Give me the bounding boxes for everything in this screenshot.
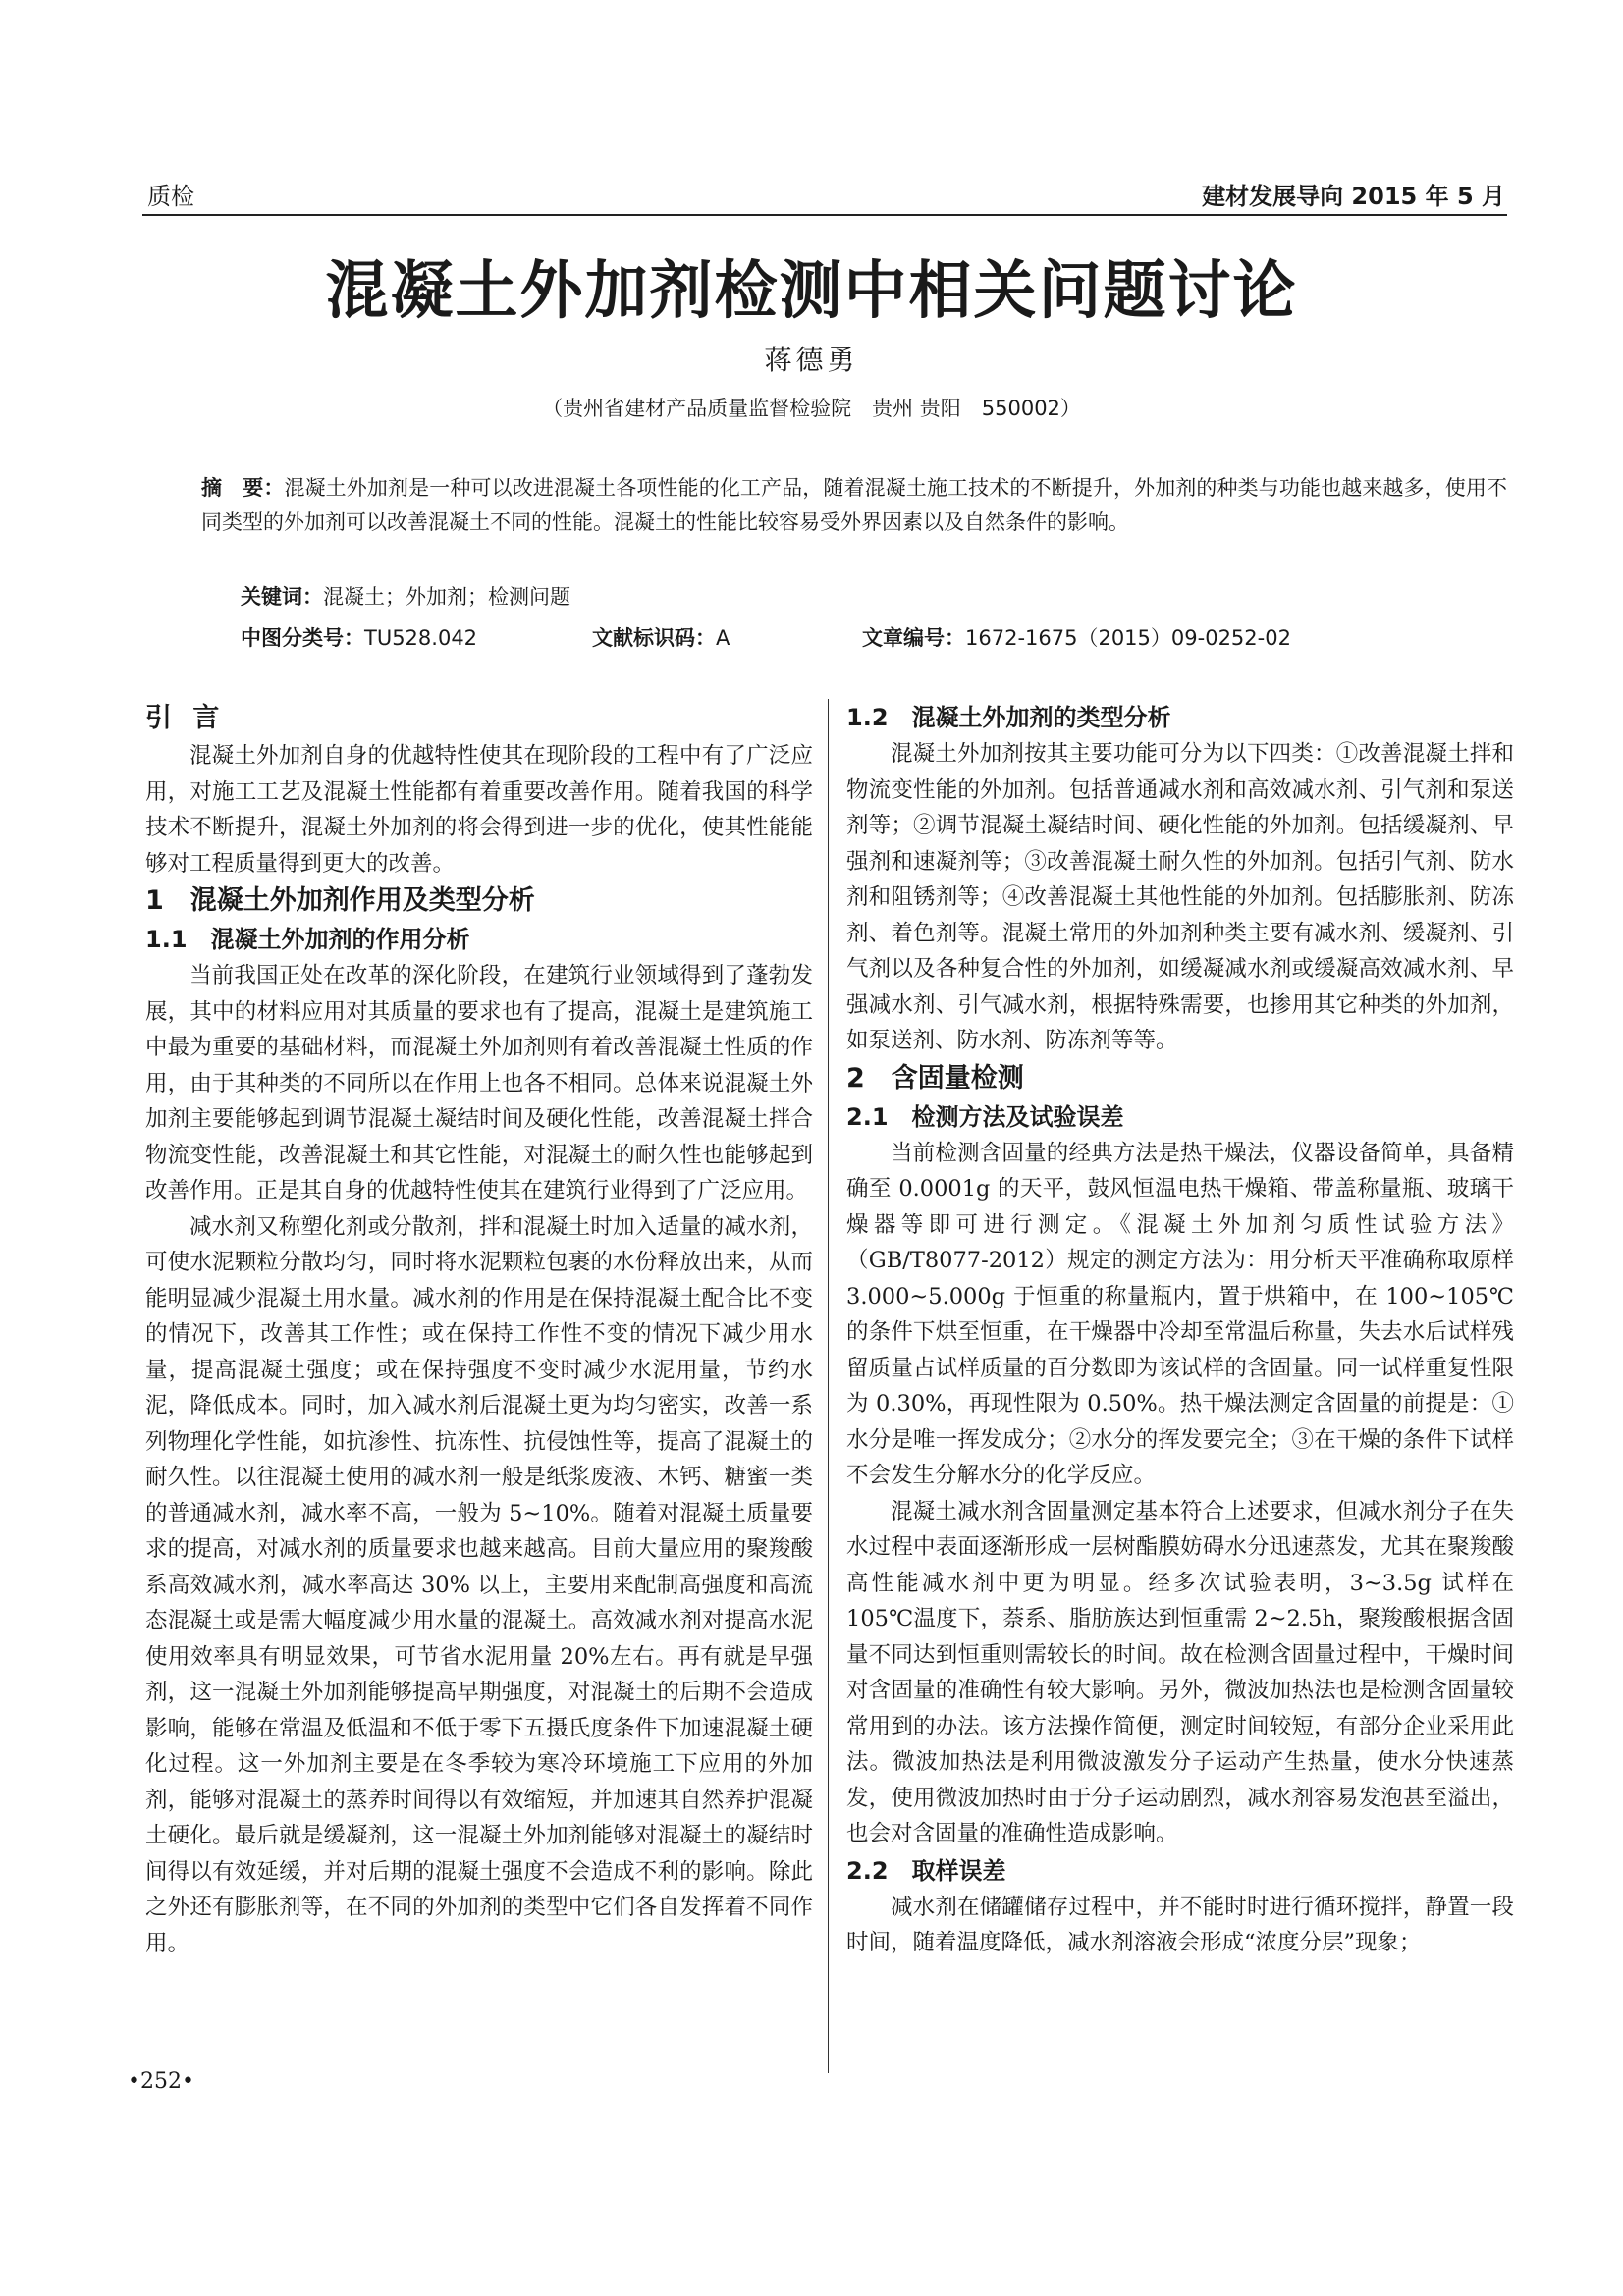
article-number-value: 1672-1675（2015）09-0252-02 bbox=[965, 626, 1291, 650]
clc-number bbox=[241, 622, 477, 652]
doc-code-label: 文献标识码： bbox=[592, 626, 716, 650]
section-1-heading: 1 混凝土外加剂作用及类型分析 bbox=[145, 885, 535, 916]
page-number: •252• bbox=[128, 2069, 194, 2094]
intro-heading: 引 言 bbox=[145, 703, 226, 733]
section-1-2-heading: 1.2 混凝土外加剂的类型分析 bbox=[846, 704, 1171, 731]
section-1-1-paragraph-2: 减水剂又称塑化剂或分散剂，拌和混凝土时加入适量的减水剂，可使水泥颗粒分散均匀，同时将水泥颗粒包裹的水份释放出来，从而能明显减少混凝土用水量。减水剂的作用是在保持混凝土配合比不变的情况下，改善其工作性；或在保持工作性不变的情况下减少用水量，提高混凝土强度；或在保持强度不变时减少水泥用量，节约水泥，降低成本。同时，加入减水剂后混凝土更为均匀密实，改善一系列物理化学性能，如抗渗性、抗冻性、抗侵蚀性等，提高了混凝土的耐久性。以往混凝土使用的减水剂一般是纸浆废液、木钙、糖蜜一类的普通减水剂，减水率不高，一般为 5~10%。随着对混凝土质量要求的提高，对减水剂的质量要求也越来越高。目前大量应用的聚羧酸系高效减水剂，减水率高达 30% 以上，主要用来配制高强度和高流态混凝土或是需大幅度减少用水量的混凝土。高效减水剂对提高水泥使用效率具有明显效果，可节省水泥用量 20%左右。再有就是早强剂，这一混凝土外加剂能够提高早期强度，对混凝土的后期不会造成影响，能够在常温及低温和不低于零下五摄氏度条件下加速混凝土硬化过程。这一外加剂主要是在冬季较为寒冷环境施工下应用的外加剂，能够对混凝土的蒸养时间得以有效缩短，并加速其自然养护混凝土硬化。最后就是缓凝剂，这一混凝土外加剂能够对混凝土的凝结时间得以有效延缓，并对后期的混凝土强度不会造成不利的影响。除此之外还有膨胀剂等，在不同的外加剂的类型中它们各自发挥着不同作用。 bbox=[145, 1213, 813, 1956]
header-rule bbox=[142, 214, 1507, 216]
section-2-2-heading: 2.2 取样误差 bbox=[846, 1856, 1006, 1885]
section-2-1-heading: 2.1 检测方法及试验误差 bbox=[846, 1102, 1124, 1131]
clc-value: TU528.042 bbox=[364, 626, 478, 650]
section-2-1-paragraph-1: 当前检测含固量的经典方法是热干燥法，仪器设备简单，具备精确至 0.0001g 的天平，鼓风恒温电热干燥箱、带盖称量瓶、玻璃干燥器等即可进行测定。《混凝土外加剂匀质性试验方法》（GB/T8077-2012）规定的测定方法为：用分析天平准确称取原样 3.000~5.000g 于恒重的称量瓶内，置于烘箱中，在 100~105℃的条件下烘至恒重，在干燥器中冷却至常温后称量，失去水后试样残留质量占试样质量的百分数即为该试样的含固量。同一试样重复性限为 0.30%，再现性限为 0.50%。热干燥法测定含固量的前提是：①水分是唯一挥发成分；②水分的挥发要完全；③在干燥的条件下试样不会发生分解水分的化学反应。 bbox=[846, 1140, 1514, 1488]
column-divider bbox=[828, 699, 829, 2073]
article-number-label: 文章编号： bbox=[862, 626, 965, 650]
section-1-2-paragraph: 混凝土外加剂按其主要功能可分为以下四类：①改善混凝土拌和物流变性能的外加剂。包括普通减水剂和高效减水剂、引气剂和泵送剂等；②调节混凝土凝结时间、硬化性能的外加剂。包括缓凝剂、早强剂和速凝剂等；③改善混凝土耐久性的外加剂。包括引气剂、防水剂和阻锈剂等；④改善混凝土其他性能的外加剂。包括膨胀剂、防冻剂、着色剂等。混凝土常用的外加剂种类主要有减水剂、缓凝剂、引气剂以及各种复合性的外加剂，如缓凝减水剂或缓凝高效减水剂、早强减水剂、引气减水剂，根据特殊需要，也掺用其它种类的外加剂，如泵送剂、防水剂、防冻剂等等。 bbox=[846, 741, 1514, 1053]
running-header-section: 质检 bbox=[147, 183, 194, 210]
intro-paragraph: 混凝土外加剂自身的优越特性使其在现阶段的工程中有了广泛应用，对施工工艺及混凝土性能都有着重要改善作用。随着我国的科学技术不断提升，混凝土外加剂的将会得到进一步的优化，使其性能能够对工程质量得到更大的改善。 bbox=[145, 743, 813, 877]
section-1-1-heading: 1.1 混凝土外加剂的作用分析 bbox=[145, 926, 470, 953]
document-code bbox=[592, 622, 730, 652]
author: 蒋德勇 bbox=[764, 344, 859, 376]
abstract-text: 混凝土外加剂是一种可以改进混凝土各项性能的化工产品，随着混凝土施工技术的不断提升，外加剂的种类与功能也越来越多，使用不同类型的外加剂可以改善混凝土不同的性能。混凝土的性能比较容易受外界因素以及自然条件的影响。 bbox=[201, 476, 1507, 534]
running-header-journal: 建材发展导向 2015 年 5 月 bbox=[1202, 183, 1505, 210]
abstract bbox=[201, 471, 1507, 540]
abstract-label: 摘 要： bbox=[201, 476, 285, 500]
keywords bbox=[241, 581, 570, 611]
right-column bbox=[846, 699, 1514, 1961]
article-number bbox=[862, 622, 1291, 652]
doc-code-value: A bbox=[716, 626, 730, 650]
section-2-1-paragraph-2: 混凝土减水剂含固量测定基本符合上述要求，但减水剂分子在失水过程中表面逐渐形成一层树酯膜妨碍水分迅速蒸发，尤其在聚羧酸高性能减水剂中更为明显。经多次试验表明，3~3.5g 试样在 105℃温度下，萘系、脂肪族达到恒重需 2~2.5h，聚羧酸根据含固量不同达到恒重则需较长的时间。故在检测含固量过程中，干燥时间对含固量的准确性有较大影响。另外，微波加热法也是检测含固量较常用到的办法。该方法操作简便，测定时间较短，有部分企业采用此法。微波加热法是利用微波激发分子运动产生热量，使水分快速蒸发，使用微波加热时由于分子运动剧烈，减水剂容易发泡甚至溢出，也会对含固量的准确性造成影响。 bbox=[846, 1498, 1514, 1846]
section-2-2-paragraph: 减水剂在储罐储存过程中，并不能时时进行循环搅拌，静置一段时间，随着温度降低，减水剂溶液会形成“浓度分层”现象； bbox=[846, 1894, 1514, 1955]
left-column bbox=[145, 699, 813, 1961]
affiliation: （贵州省建材产品质量监督检验院 贵州 贵阳 550002） bbox=[542, 397, 1081, 420]
clc-label: 中图分类号： bbox=[241, 626, 364, 650]
article-title: 混凝土外加剂检测中相关问题讨论 bbox=[325, 254, 1298, 328]
keywords-text: 混凝土；外加剂；检测问题 bbox=[323, 585, 570, 609]
section-1-1-paragraph-1: 当前我国正处在改革的深化阶段，在建筑行业领域得到了蓬勃发展，其中的材料应用对其质量的要求也有了提高，混凝土是建筑施工中最为重要的基础材料，而混凝土外加剂则有着改善混凝土性质的作用，由于其种类的不同所以在作用上也各不相同。总体来说混凝土外加剂主要能够起到调节混凝土凝结时间及硬化性能，改善混凝土拌合物流变性能，改善混凝土和其它性能，对混凝土的耐久性也能够起到改善作用。正是其自身的优越特性使其在建筑行业得到了广泛应用。 bbox=[145, 963, 813, 1203]
keywords-label: 关键词： bbox=[241, 585, 323, 609]
section-2-heading: 2 含固量检测 bbox=[846, 1062, 1024, 1094]
